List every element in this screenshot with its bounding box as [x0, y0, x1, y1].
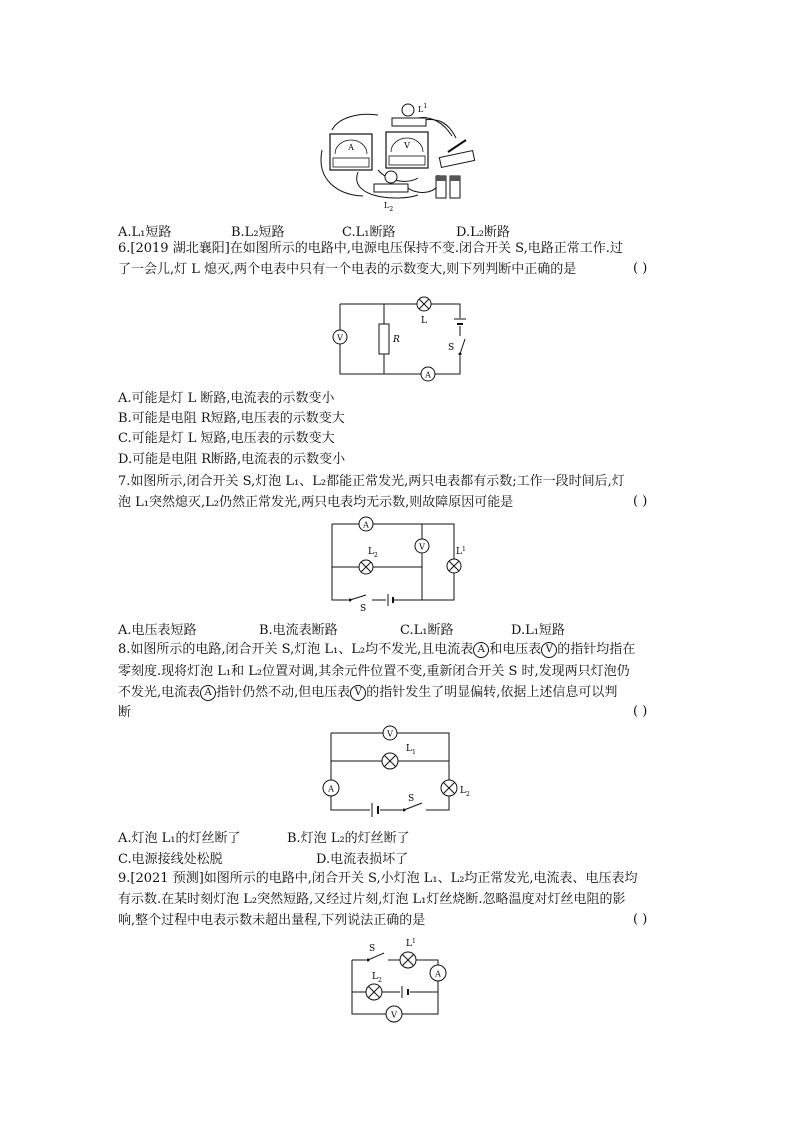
q7-switch-label: S — [360, 604, 367, 614]
q5-option-a[interactable]: A.L₁短路 — [118, 225, 172, 240]
q9-switch-label: S — [369, 944, 376, 954]
q7-option-b[interactable]: B.电流表断路 — [259, 623, 338, 638]
q8-question-line-1: 8.如图所示的电路,闭合开关 S,灯泡 L₁、L₂均不发光,且电流表 A 和电压表 V 的指针均指在 — [118, 642, 636, 657]
q6-circuit-diagram — [330, 292, 470, 384]
q7-l1-label: $L^1$ — [456, 546, 466, 557]
q9-l1-label: $L^1$ — [406, 938, 416, 949]
q8-answer-paren[interactable]: ( ) — [633, 704, 648, 719]
q5-voltmeter-symbol: V — [404, 141, 410, 150]
q8-inline-ammeter-icon: A — [473, 642, 489, 658]
q5-ammeter-symbol: A — [348, 143, 354, 152]
q8-switch-label: S — [408, 794, 415, 804]
q7-l2-label: $L_2$ — [368, 547, 378, 559]
q6-switch-label: S — [448, 343, 455, 353]
q8-inline-voltmeter-icon-2: V — [350, 685, 366, 701]
q7-answer-paren[interactable]: ( ) — [633, 494, 648, 509]
q6-option-c[interactable]: C.可能是灯 L 短路,电压表的示数变大 — [118, 431, 335, 446]
q9-circuit-diagram — [344, 936, 456, 1028]
q8-inline-voltmeter-icon: V — [541, 642, 557, 658]
q7-question-line-2: 泡 L₁突然熄灭,L₂仍然正常发光,两只电表均无示数,则故障原因可能是 — [118, 495, 514, 510]
q5-option-d[interactable]: D.L₂断路 — [456, 225, 510, 240]
q6-resistor-label: R — [393, 335, 400, 345]
q7-voltmeter-symbol: V — [419, 542, 425, 552]
q8-option-d[interactable]: D.电流表损坏了 — [316, 852, 409, 867]
q7-option-c[interactable]: C.L₁断路 — [400, 623, 454, 638]
q8-circuit-diagram — [318, 723, 480, 823]
q6-option-b[interactable]: B.可能是电阻 R短路,电压表的示数变大 — [118, 411, 345, 426]
q8-ammeter-symbol: A — [328, 784, 334, 794]
q9-voltmeter-symbol: V — [391, 1010, 397, 1020]
q7-option-a[interactable]: A.电压表短路 — [118, 623, 197, 638]
q6-question-line-1: 6.[2019 湖北襄阳]在如图所示的电路中,电源电压保持不变.闭合开关 S,电路正常工作.过 — [118, 241, 623, 256]
q9-question-line-2: 有示数.在某时刻灯泡 L₂突然短路,又经过片刻,灯泡 L₁灯丝烧断.忽略温度对灯丝电阻的影 — [118, 892, 626, 907]
q8-inline-ammeter-icon-2: A — [200, 685, 216, 701]
q6-option-d[interactable]: D.可能是电阻 R断路,电流表的示数变小 — [118, 452, 346, 467]
q8-question-line-3: 不发光,电流表 A 指针仍然不动,但电压表 V 的指针发生了明显偏转,依据上述信息可以判 — [118, 685, 618, 700]
q6-answer-paren[interactable]: ( ) — [633, 261, 648, 276]
q8-l2-label: $L_2$ — [460, 786, 470, 798]
q8-option-a[interactable]: A.灯泡 L₁的灯丝断了 — [118, 831, 241, 846]
q6-ammeter-symbol: A — [425, 370, 431, 380]
q8-option-b[interactable]: B.灯泡 L₂的灯丝断了 — [287, 831, 410, 846]
q6-question-line-2: 了一会儿,灯 L 熄灭,两个电表中只有一个电表的示数变大,则下列判断中正确的是 — [118, 262, 577, 277]
q7-option-d[interactable]: D.L₁短路 — [511, 623, 565, 638]
q9-l2-label: $L_2$ — [372, 972, 382, 984]
q8-l1-label: $L_1$ — [406, 744, 416, 756]
q9-question-line-1: 9.[2021 预测]如图所示的电路中,闭合开关 S,小灯泡 L₁、L₂均正常发光,电流表、电压表均 — [118, 871, 638, 886]
q5-l1-label: $L^1$ — [418, 103, 428, 114]
q8-question-line-2: 零刻度.现将灯泡 L₁和 L₂位置对调,其余元件位置不变,重新闭合开关 S 时,发现两只灯泡仍 — [118, 664, 630, 679]
q5-l2-label: $L_2$ — [384, 201, 394, 213]
q6-voltmeter-symbol: V — [337, 333, 343, 343]
q5-option-c[interactable]: C.L₁断路 — [342, 225, 396, 240]
q5-circuit-figure — [318, 100, 478, 212]
q9-answer-paren[interactable]: ( ) — [633, 912, 648, 927]
q9-ammeter-symbol: A — [435, 969, 441, 979]
q7-circuit-diagram — [322, 514, 468, 612]
q8-option-c[interactable]: C.电源接线处松脱 — [118, 852, 223, 867]
q5-option-b[interactable]: B.L₂短路 — [231, 225, 285, 240]
q8-question-line-4: 断 — [118, 705, 132, 720]
q6-option-a[interactable]: A.可能是灯 L 断路,电流表的示数变小 — [118, 391, 335, 406]
q7-ammeter-symbol: A — [363, 520, 369, 530]
q6-lamp-label: L — [421, 316, 427, 326]
q8-voltmeter-symbol: V — [387, 729, 393, 739]
q7-question-line-1: 7.如图所示,闭合开关 S,灯泡 L₁、L₂都能正常发光,两只电表都有示数;工作一段时间后,灯 — [118, 474, 625, 489]
q9-question-line-3: 响,整个过程中电表示数未超出量程,下列说法正确的是 — [118, 913, 426, 928]
